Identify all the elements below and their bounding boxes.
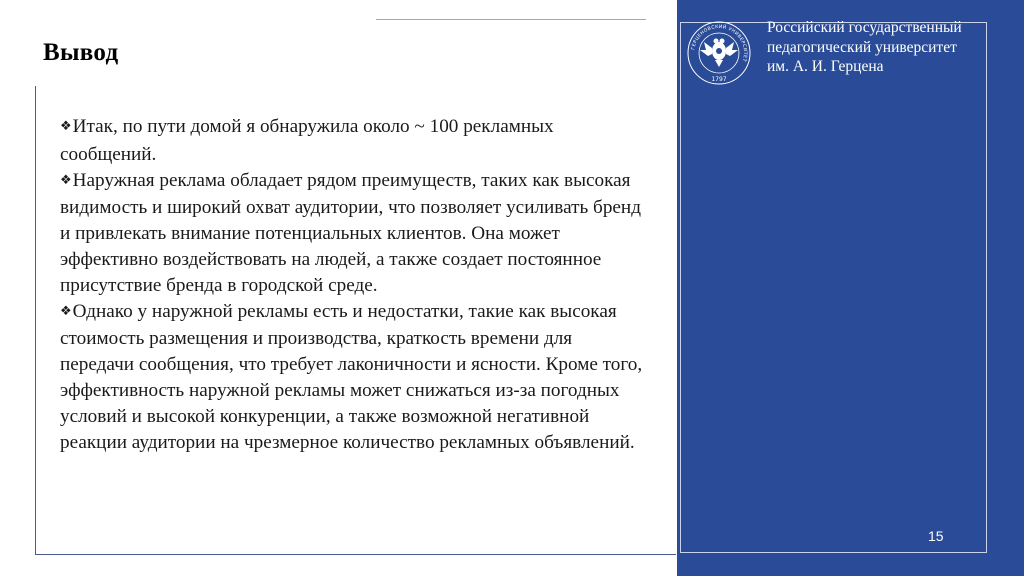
bullet-text: Наружная реклама обладает рядом преимуществ, таких как высокая видимость и широкий охват аудитории, что позволяет усиливать бренд и привлекать внимание потенциальных клиентов. Она может эффективно воздействовать на людей, а также создает постоянное присутствие бренда в городской среде. — [60, 169, 641, 296]
university-name-line: им. А. И. Герцена — [767, 58, 884, 75]
bullet-marker-icon: ❖ — [60, 172, 72, 188]
university-name-line: Российский государственный — [767, 19, 962, 36]
bullet-text: Итак, по пути домой я обнаружила около ~ 100 рекламных сообщений. — [60, 116, 554, 165]
bullet-text: Однако у наружной рекламы есть и недостатки, такие как высокая стоимость размещения и производства, краткость времени для передачи сообщения, что требует лаконичности и ясности. Кроме того, эффективность наружной рекламы может снижаться из-за погодных условий и высокой конкуренции, а также возможной негативной реакции аудитории на чрезмерное количество рекламных объявлений. — [60, 300, 643, 453]
bullet-marker-icon: ❖ — [60, 119, 72, 134]
university-name — [767, 18, 997, 77]
university-seal-icon — [686, 20, 752, 86]
slide-title: Вывод — [43, 39, 119, 66]
seal-year: 1797 — [711, 76, 727, 83]
page-number: 15 — [928, 528, 944, 544]
bullet-item — [60, 114, 650, 168]
top-divider — [376, 19, 646, 20]
brand-panel-frame — [680, 22, 987, 553]
bullet-marker-icon: ❖ — [60, 303, 72, 319]
bullet-list — [60, 114, 650, 455]
bullet-item — [60, 168, 650, 299]
seal-ring-text: ГЕРЦЕНОВСКИЙ УНИВЕРСИТЕТ — [691, 24, 748, 63]
bullet-item — [60, 299, 650, 456]
university-name-line: педагогический университет — [767, 38, 957, 56]
